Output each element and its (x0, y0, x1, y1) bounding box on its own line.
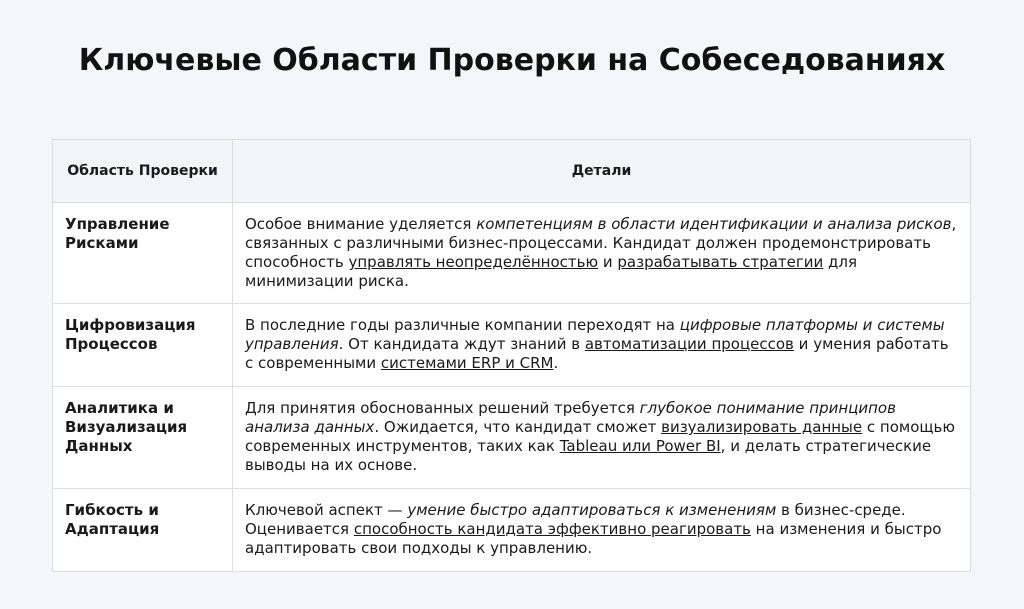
emphasis-text: умение быстро адаптироваться к изменениям (407, 501, 777, 519)
row-details-cell (233, 304, 971, 387)
underlined-text: Tableau или Power BI (559, 437, 721, 455)
underlined-text: способность кандидата эффективно реагировать (353, 520, 751, 538)
row-details-cell (233, 489, 971, 572)
row-area-cell: Аналитика и Визуализация Данных (53, 387, 233, 489)
table-row (53, 387, 971, 489)
table-row (53, 203, 971, 304)
row-area-cell: Управление Рисками (53, 203, 233, 304)
detail-text: и (598, 253, 618, 271)
table-row (53, 489, 971, 572)
detail-text: В последние годы различные компании переходят на (245, 316, 680, 334)
row-details-cell (233, 203, 971, 304)
row-details-cell (233, 387, 971, 489)
detail-text: на изменения и быстро адаптировать свои подходы к управлению. (245, 520, 942, 557)
detail-text: и умения работать с современными (245, 335, 949, 372)
header-details: Детали (233, 140, 971, 203)
detail-text: для минимизации риска. (245, 253, 858, 290)
row-area-cell: Гибкость и Адаптация (53, 489, 233, 572)
underlined-text: управлять неопределённостью (348, 253, 599, 271)
detail-text: , и делать стратегические выводы на их основе. (245, 437, 932, 474)
review-areas-table-container (52, 139, 971, 572)
row-area-cell: Цифровизация Процессов (53, 304, 233, 387)
review-areas-table (52, 139, 971, 572)
detail-text: . Ожидается, что кандидат сможет (374, 418, 662, 436)
emphasis-text: компетенциям в области идентификации и анализа рисков (476, 215, 952, 233)
emphasis-text: цифровые платформы и системы управления (245, 316, 945, 353)
detail-text: , связанных с различными бизнес-процессами. Кандидат должен продемонстрировать способность (245, 215, 957, 271)
underlined-text: визуализировать данные (661, 418, 863, 436)
detail-text: Ключевой аспект — (245, 501, 408, 519)
table-header-row (53, 140, 971, 203)
emphasis-text: глубокое понимание принципов анализа данных (245, 399, 896, 436)
detail-text: . От кандидата ждут знаний в (338, 335, 585, 353)
detail-text: с помощью современных инструментов, таких как (245, 418, 955, 455)
underlined-text: разрабатывать стратегии (617, 253, 824, 271)
header-area: Область Проверки (53, 140, 233, 203)
table-row (53, 304, 971, 387)
detail-text: Особое внимание уделяется (245, 215, 477, 233)
detail-text: Для принятия обоснованных решений требуется (245, 399, 640, 417)
underlined-text: системами ERP и CRM (380, 354, 554, 372)
underlined-text: автоматизации процессов (584, 335, 794, 353)
detail-text: . (553, 354, 559, 372)
page-title: Ключевые Области Проверки на Собеседованиях (78, 43, 946, 78)
detail-text: в бизнес-среде. Оценивается (245, 501, 906, 538)
